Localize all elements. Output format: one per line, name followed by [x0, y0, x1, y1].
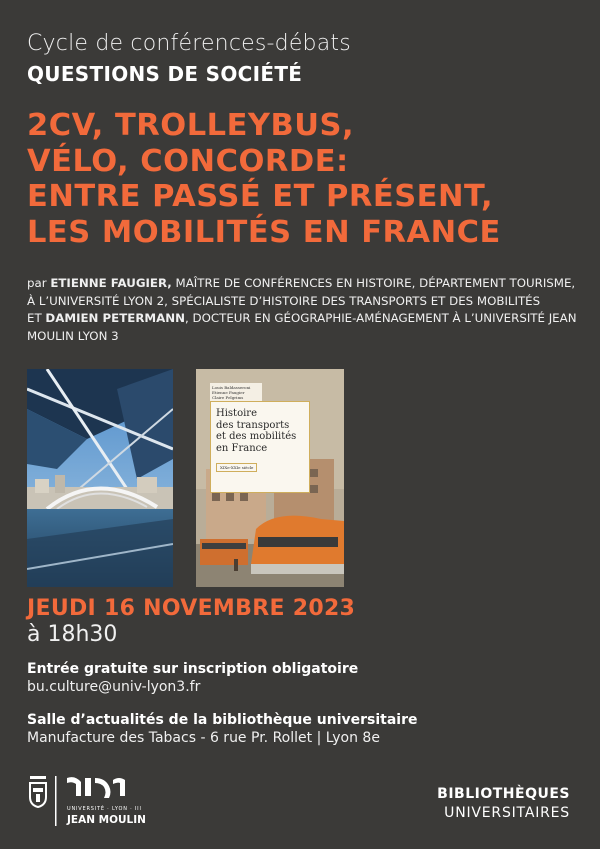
book-author: Etienne Faugier — [212, 390, 245, 395]
libraries-logo — [437, 786, 570, 821]
libraries-line-2: UNIVERSITAIRES — [444, 805, 570, 821]
speaker2-description: , DOCTEUR EN GÉOGRAPHIE-AMÉNAGEMENT À L’UNIVERSITÉ JEAN MOULIN LYON 3 — [27, 311, 577, 343]
event-headline — [27, 108, 587, 250]
university-tagline: UNIVERSITÉ · LYON · III — [67, 806, 142, 812]
book-title-line: Histoire — [216, 408, 257, 419]
registration-email[interactable]: bu.culture@univ-lyon3.fr — [27, 679, 201, 695]
lyon-architecture-photo — [27, 369, 173, 587]
event-time: à 18h30 — [27, 622, 118, 647]
venue-title: Salle d’actualités de la bibliothèque universitaire — [27, 712, 418, 728]
university-logo — [27, 774, 157, 830]
book-title-line: et des mobilités — [216, 431, 297, 442]
headline-line-4: LES MOBILITÉS EN FRANCE — [27, 214, 501, 250]
series-title: Cycle de conférences-débats — [27, 31, 351, 56]
book-title-line: en France — [216, 442, 268, 454]
book-title-card — [210, 401, 310, 493]
series-subtitle: QUESTIONS DE SOCIÉTÉ — [27, 62, 303, 86]
speakers-text — [27, 275, 583, 345]
book-cover-image — [196, 369, 344, 587]
book-authors — [210, 383, 262, 402]
headline-line-2: VÉLO, CONCORDE: — [27, 143, 349, 179]
book-author: Claire Pelgrims — [212, 395, 244, 400]
libraries-line-1: BIBLIOTHÈQUES — [437, 786, 570, 802]
speaker-prefix: par — [27, 276, 51, 290]
registration-title: Entrée gratuite sur inscription obligatoire — [27, 661, 359, 677]
book-title-line: des transports — [216, 419, 290, 431]
speaker-conjunction: ET — [27, 311, 46, 325]
university-name: JEAN MOULIN — [67, 814, 146, 826]
book-author: Louis Baldasseroni — [212, 385, 251, 390]
venue-address: Manufacture des Tabacs - 6 rue Pr. Rollet | Lyon 8e — [27, 730, 380, 746]
event-date: JEUDI 16 NOVEMBRE 2023 — [27, 596, 356, 621]
speaker1-description: MAÎTRE DE CONFÉRENCES EN HISTOIRE, DÉPARTEMENT TOURISME, À L’UNIVERSITÉ LYON 2, SPÉCIALISTE D’HISTOIRE DES TRANSPORTS ET DES MOBILITÉS — [27, 276, 576, 308]
speaker2-name: DAMIEN PETERMANN — [45, 311, 186, 325]
headline-line-3: ENTRE PASSÉ ET PRÉSENT, — [27, 179, 494, 214]
book-period: XIXe-XXIe siècle — [216, 463, 257, 472]
headline-line-1: 2CV, TROLLEYBUS, — [27, 108, 355, 143]
speaker1-name: ETIENNE FAUGIER, — [50, 276, 172, 290]
